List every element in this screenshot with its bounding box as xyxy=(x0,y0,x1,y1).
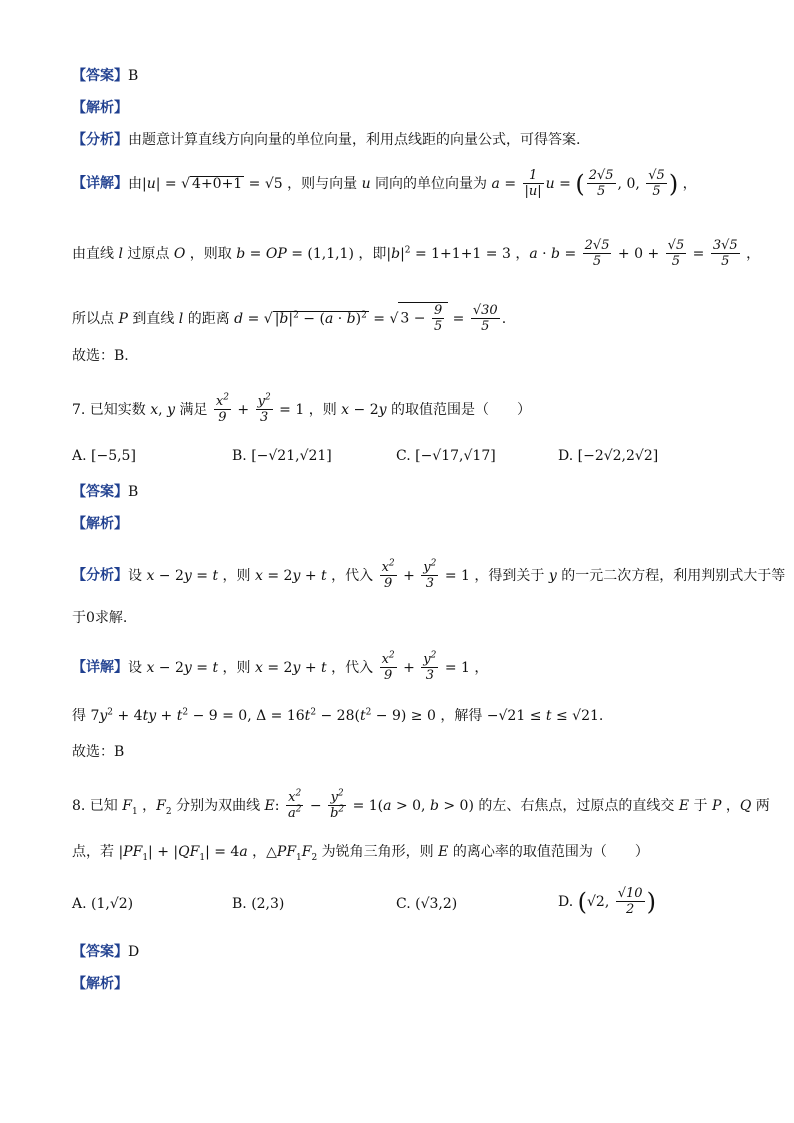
fenxi-label: 【分析】 xyxy=(72,567,128,584)
q7-option-b xyxy=(232,444,332,468)
q8-stem-line-2 xyxy=(72,842,649,862)
answer-label: 【答案】 xyxy=(72,68,128,84)
analysis-label: 【解析】 xyxy=(72,516,128,532)
q7-detail-2-render: 得 $7y^2 + 4ty + t^2 - 9 = 0$, $\Delta = 16t^2 - 28(t^2 - 9) \ge 0$ ，解得 −√21 ≤ t ≤ √21. xyxy=(72,707,604,724)
q6-detail-line-3 xyxy=(72,302,506,334)
q8-stem-2-render: 点，若 $|PF_1| + |QF_1| = 4a$ ，$\triangle PF_1F_2$ 为锐角三角形，则 E 的离心率的取值范围为（ ） xyxy=(72,844,649,863)
q6-detail-1-render: 由|u| = √ 4+0+1 = √5 ，则与向量 u 同向的单位向量为 a = $\frac{1}{|u|}$ u = ( $\frac{2√5}{5}$ , 0, $\frac{√5}{5}$ ) ， xyxy=(128,168,697,199)
q7-fenxi-line xyxy=(72,560,785,591)
q7-fenxi-render: 设 x − 2y = t ，则 x = 2y + t ，代入 $\frac{x^2}{9}$ + $\frac{y^2}{3}$ = 1 ，得到关于 y 的一元二次方程，利用判别式大于等 xyxy=(128,558,786,591)
q7-detail-line-1 xyxy=(72,652,488,683)
q8-option-d xyxy=(558,886,656,917)
q7-option-c-render: C. [−√17,√17] xyxy=(396,448,496,464)
xiangjie-label: 【详解】 xyxy=(72,175,128,192)
q6-detail-line-2 xyxy=(72,238,760,269)
q7-stem-line xyxy=(72,394,531,425)
answer-label: 【答案】 xyxy=(72,484,128,500)
q8-option-b-render: B. (2,3) xyxy=(232,896,285,912)
q7-choice-text: 故选：B xyxy=(72,744,125,760)
q7-option-b-render: B. [−√21,√21] xyxy=(232,448,332,464)
q8-option-a-render: A. (1,√2) xyxy=(72,896,134,912)
q7-fenxi-line-2 xyxy=(72,608,127,628)
q6-analysis-line xyxy=(72,98,128,118)
q7-choice-line xyxy=(72,742,124,762)
q8-answer-value: D xyxy=(128,944,140,960)
q8-analysis-line xyxy=(72,974,128,994)
q7-detail-line-2 xyxy=(72,706,603,726)
xiangjie-label: 【详解】 xyxy=(72,659,128,676)
q6-choice-text: 故选：B. xyxy=(72,348,129,364)
q7-option-a xyxy=(72,444,136,468)
q7-answer-line xyxy=(72,482,138,502)
q7-option-c xyxy=(396,444,496,468)
q6-answer-line xyxy=(72,66,138,86)
q8-stem-line-1 xyxy=(72,790,770,821)
q8-answer-line xyxy=(72,942,139,962)
q6-detail-line-1 xyxy=(72,168,697,199)
q7-answer-value: B xyxy=(128,484,139,500)
q8-option-a xyxy=(72,892,133,916)
q6-detail-3-render: 所以点 P 到直线 l 的距离 d = √ $|b|^2 - (a \cdot b)^2$ = √ 3 − $\frac{9}{5}$ = $\frac{√30}{5}$ . xyxy=(72,303,507,334)
q8-stem-1-render: 8. 已知 $F_1$ ，$F_2$ 分别为双曲线 E: $\frac{x^2}{a^2}$ − $\frac{y^2}{b^2}$ = 1(a > 0, b > 0) 的左、右焦点，过原点的直线交 E 于 P ，Q 两 xyxy=(72,788,770,821)
q6-fenxi-text: 由题意计算直线方向向量的单位向量，利用点线距的向量公式，可得答案. xyxy=(128,132,581,148)
q7-analysis-line xyxy=(72,514,128,534)
q6-fenxi-line xyxy=(72,130,580,150)
q7-fenxi-b-text: 于0求解. xyxy=(72,610,128,626)
q8-option-c xyxy=(396,892,457,916)
q8-option-c-render: C. (√3,2) xyxy=(396,896,458,912)
q6-detail-2-render: 由直线 l 过原点 O ，则取 b = OP = (1,1,1) ，即$|b|^2 = 1+1+1 = 3$ ，a · b = $\frac{2√5}{5}$ + 0 + $\frac{√5}{5}$ = $\frac{3√5}{5}$ ， xyxy=(72,238,761,269)
analysis-label: 【解析】 xyxy=(72,100,128,116)
answer-label: 【答案】 xyxy=(72,944,128,960)
q7-option-d xyxy=(558,444,658,468)
q7-detail-1-render: 设 x − 2y = t ，则 x = 2y + t ，代入 $\frac{x^2}{9}$ + $\frac{y^2}{3}$ = 1 ， xyxy=(128,650,489,683)
q8-option-d-render: D. (√2, $\frac{√10}{2}$ ) xyxy=(558,886,656,917)
q6-choice-line xyxy=(72,346,129,366)
q7-option-a-render: A. [−5,5] xyxy=(72,448,136,464)
q7-stem-render: 7. 已知实数 x, y 满足 $\frac{x^2}{9}$ + $\frac{y^2}{3}$ = 1 ，则 x − 2y 的取值范围是（ ） xyxy=(72,392,531,425)
q6-answer-value: B xyxy=(128,68,139,84)
fenxi-label: 【分析】 xyxy=(72,132,128,148)
analysis-label: 【解析】 xyxy=(72,976,128,992)
q8-option-b xyxy=(232,892,284,916)
q7-option-d-render: D. [−2√2,2√2] xyxy=(558,448,659,464)
